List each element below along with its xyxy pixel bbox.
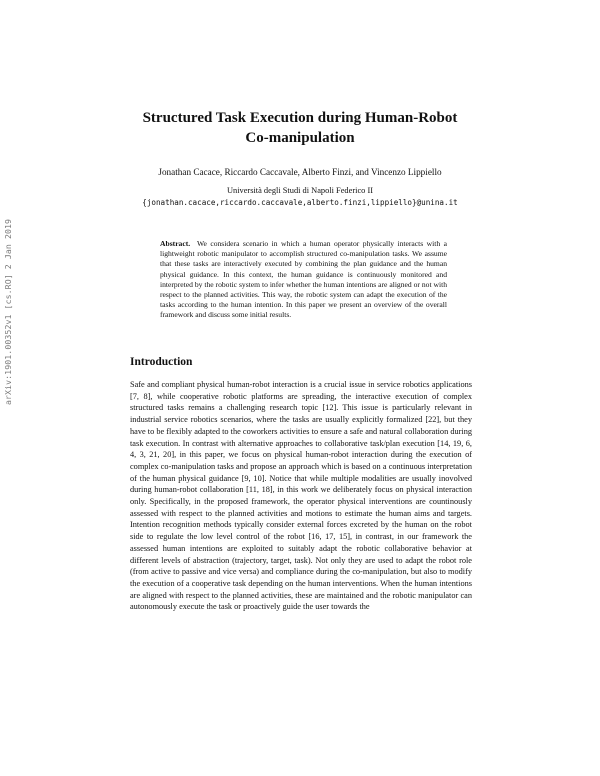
title-line-1: Structured Task Execution during Human-Robot: [142, 110, 458, 126]
section-body-text: Safe and compliant physical human-robot interaction is a crucial issue in service robotics applications [7, 8], while cooperative robotic platforms are spreading, the interactive execution of complex structured tasks remains a challenging research topic [12]. This issue is particularly relevant in industrial service robotics scenarios, where the tasks are usually explicitly formalized [22], but they have to be flexibly adapted to the coworkers activities to ensure a safe and natural collaboration during task execution. In contrast with alternative approaches to collaborative task/plan execution [14, 19, 6, 4, 3, 21, 20], in this paper, we focus on physical human-robot interaction during the execution of complex co-manipulation tasks and propose an approach which is based on a continuous interpretation of the human physical guidance [9, 10]. Notice that while multiple modalities are usually inovolved during human-robot collaboration [11, 18], in this work we deliberately focus on physical interaction only. Specifically, in the proposed framework, the operator physical interventions are countinously assessed with respect to the planned activities and motions to estimate the human aims and targets. Intention recognition methods typically consider external forces excreted by the human on the robot side to regulate the low level control of the robot [16, 17, 15], in contrast, in our framework the assessed human intentions are exploited to suitably adapt the robotic collaborative behavior at different levels of abstraction (trajectory, target, task). Not only they are used to adapt the robot role (from active to passive and vice versa) and compliance during the co-manipulation, but also to modify the execution of a cooperative task depending on the human interventions. When the human intentions are aligned with respect to the planned activities, these are maintained and the robotic manipulator can autonomously execute the task or proactively guide the user towards the: [130, 380, 472, 612]
author-emails: {jonathan.cacace,riccardo.caccavale,alberto.finzi,lippiello}@unina.it: [142, 198, 458, 207]
paper-title: [100, 108, 500, 148]
title-line-2: Co-manipulation: [245, 130, 355, 146]
affiliation: Università degli Studi di Napoli Federico II: [226, 186, 374, 195]
abstract-label: Abstract.: [160, 239, 191, 248]
section-heading: Introduction: [130, 356, 193, 368]
abstract: [160, 239, 447, 321]
author-list: Jonathan Cacace, Riccardo Caccavale, Alberto Finzi, and Vincenzo Lippiello: [158, 167, 442, 177]
arxiv-identifier: arXiv:1901.00352v1 [cs.RO] 2 Jan 2019: [3, 218, 13, 405]
abstract-text: We considera scenario in which a human operator physically interacts with a lightweight robotic manipulator to accomplish structured co-manipulation tasks. We assume that these tasks are interactively executed by combining the plan guidance and the human physical guidance. In this context, the human guidance is continuously monitored and interpreted by the robotic system to infer whether the human intentions are aligned or not with respect to the planned activities. This way, the robotic system can adapt the execution of the tasks according to the human intention. In this paper we present an overview of the overall framework and discuss some initial results.: [160, 239, 447, 320]
